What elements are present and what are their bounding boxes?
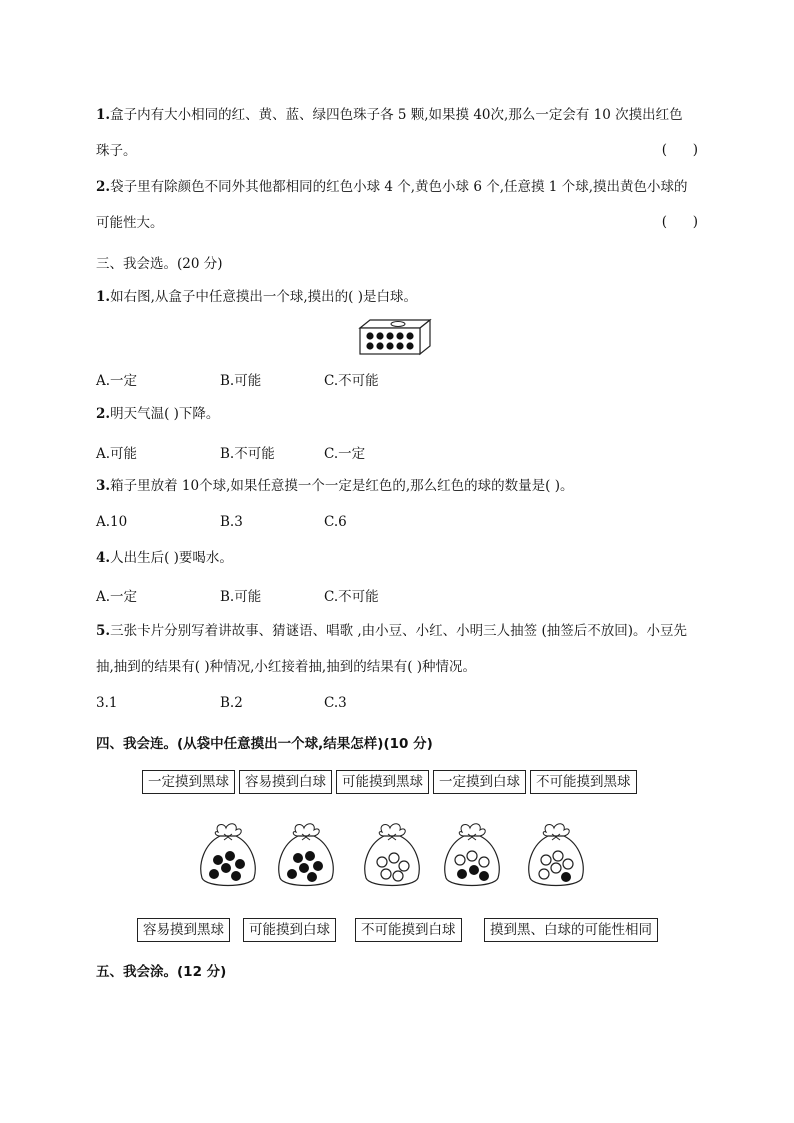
match-box-top[interactable]: 一定摸到黑球 xyxy=(142,770,235,794)
answer-paren[interactable]: ( ) xyxy=(661,142,698,158)
question-text: 三张卡片分别写着讲故事、猜谜语、唱歌 ,由小豆、小红、小明三人抽签 (抽签后不放回)。小豆先 xyxy=(110,623,687,639)
match-box-top[interactable]: 不可能摸到黑球 xyxy=(530,770,637,794)
ball-box-illustration xyxy=(358,318,434,356)
judge-q1-line2: 珠子。 xyxy=(96,143,137,159)
judge-q2-line2: 可能性大。 xyxy=(96,215,164,231)
match-box-top[interactable]: 一定摸到白球 xyxy=(433,770,526,794)
option-c[interactable]: C.一定 xyxy=(324,446,366,462)
option-b[interactable]: B.不可能 xyxy=(220,446,275,462)
option-c[interactable]: C.6 xyxy=(324,514,347,530)
bag-icon[interactable] xyxy=(524,820,588,890)
option-c[interactable]: C.3 xyxy=(324,695,347,711)
bag-icon[interactable] xyxy=(440,820,504,890)
s3-q4 xyxy=(96,549,233,567)
s3-q5-line1 xyxy=(96,622,687,640)
option-a[interactable]: A.一定 xyxy=(96,589,138,605)
match-box-bottom[interactable]: 可能摸到白球 xyxy=(243,918,336,942)
match-box-bottom[interactable]: 不可能摸到白球 xyxy=(355,918,462,942)
question-text: 如右图,从盒子中任意摸出一个球,摸出的( )是白球。 xyxy=(110,289,418,305)
option-a[interactable]: 3.1 xyxy=(96,695,118,711)
question-text: 明天气温( )下降。 xyxy=(110,406,220,422)
question-number: 3. xyxy=(96,478,111,494)
judge-q1-line1 xyxy=(96,106,683,124)
section5-title: 五、我会涂。(12 分) xyxy=(96,964,227,980)
option-b[interactable]: B.3 xyxy=(220,514,243,530)
option-a[interactable]: A.一定 xyxy=(96,373,138,389)
judge-q2-line1 xyxy=(96,178,687,196)
match-box-top[interactable]: 容易摸到白球 xyxy=(239,770,332,794)
question-number: 4. xyxy=(96,550,111,566)
question-number: 2. xyxy=(96,406,111,422)
bag-icon[interactable] xyxy=(274,820,338,890)
answer-paren[interactable]: ( ) xyxy=(661,214,698,230)
bag-icon[interactable] xyxy=(196,820,260,890)
option-a[interactable]: A.10 xyxy=(96,514,128,530)
section4-title: 四、我会连。(从袋中任意摸出一个球,结果怎样)(10 分) xyxy=(96,736,433,752)
option-c[interactable]: C.不可能 xyxy=(324,589,379,605)
s3-q3 xyxy=(96,477,573,495)
question-number: 5. xyxy=(96,623,111,639)
question-text: 人出生后( )要喝水。 xyxy=(110,550,233,566)
option-b[interactable]: B.2 xyxy=(220,695,243,711)
option-b[interactable]: B.可能 xyxy=(220,589,262,605)
question-text: 盒子内有大小相同的红、黄、蓝、绿四色珠子各 5 颗,如果摸 40次,那么一定会有 10 次摸出红色 xyxy=(110,107,683,123)
question-number: 1. xyxy=(96,107,111,123)
s3-q1 xyxy=(96,288,417,306)
question-text: 箱子里放着 10个球,如果任意摸一个一定是红色的,那么红色的球的数量是( )。 xyxy=(110,478,574,494)
match-box-top[interactable]: 可能摸到黑球 xyxy=(336,770,429,794)
question-number: 2. xyxy=(96,179,111,195)
question-number: 1. xyxy=(96,289,111,305)
option-c[interactable]: C.不可能 xyxy=(324,373,379,389)
match-box-bottom[interactable]: 摸到黑、白球的可能性相同 xyxy=(484,918,658,942)
section3-title: 三、我会选。(20 分) xyxy=(96,256,223,272)
match-box-bottom[interactable]: 容易摸到黑球 xyxy=(137,918,230,942)
option-b[interactable]: B.可能 xyxy=(220,373,262,389)
s3-q5-line2: 抽,抽到的结果有( )种情况,小红接着抽,抽到的结果有( )种情况。 xyxy=(96,659,477,675)
bag-icon[interactable] xyxy=(360,820,424,890)
question-text: 袋子里有除颜色不同外其他都相同的红色小球 4 个,黄色小球 6 个,任意摸 1 个球,摸出黄色小球的 xyxy=(110,179,688,195)
s3-q2 xyxy=(96,405,219,423)
option-a[interactable]: A.可能 xyxy=(96,446,138,462)
